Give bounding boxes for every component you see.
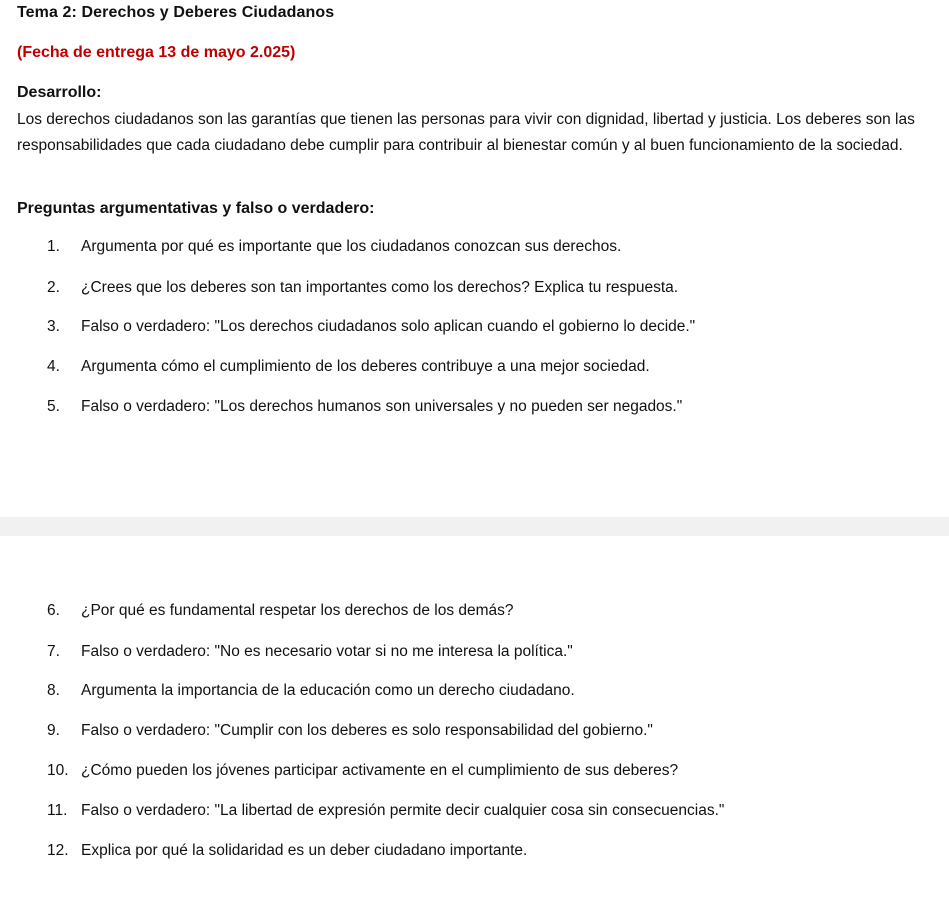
question-number: 11. — [47, 802, 68, 819]
document-page-2 — [0, 536, 949, 915]
question-text: Falso o verdadero: "La libertad de expresión permite decir cualquier cosa sin consecuencias." — [81, 802, 725, 819]
question-item — [47, 279, 678, 297]
question-text: ¿Cómo pueden los jóvenes participar activamente en el cumplimiento de sus deberes? — [81, 762, 679, 779]
question-number: 8. — [47, 682, 60, 699]
document-title: Tema 2: Derechos y Deberes Ciudadanos — [17, 4, 335, 21]
question-item — [47, 842, 527, 860]
question-text: Falso o verdadero: "No es necesario votar si no me interesa la política." — [81, 643, 573, 660]
question-item — [47, 398, 682, 416]
question-number: 10. — [47, 762, 69, 779]
question-item — [47, 318, 695, 336]
question-text: Falso o verdadero: "Cumplir con los deberes es solo responsabilidad del gobierno." — [81, 722, 653, 739]
question-text: ¿Crees que los deberes son tan importantes como los derechos? Explica tu respuesta. — [81, 279, 679, 296]
question-number: 4. — [47, 358, 60, 375]
question-item — [47, 682, 575, 700]
development-heading: Desarrollo: — [17, 84, 102, 101]
question-number: 6. — [47, 602, 60, 619]
question-number: 12. — [47, 842, 69, 859]
question-item — [47, 762, 678, 780]
due-date: (Fecha de entrega 13 de mayo 2.025) — [17, 44, 296, 61]
question-text: Falso o verdadero: "Los derechos ciudadanos solo aplican cuando el gobierno lo decide." — [81, 318, 696, 335]
question-number: 2. — [47, 279, 60, 296]
question-text: Argumenta por qué es importante que los ciudadanos conozcan sus derechos. — [81, 238, 622, 255]
question-text: Falso o verdadero: "Los derechos humanos son universales y no pueden ser negados." — [81, 398, 683, 415]
question-text: ¿Por qué es fundamental respetar los derechos de los demás? — [81, 602, 514, 619]
question-text: Explica por qué la solidaridad es un deber ciudadano importante. — [81, 842, 528, 859]
question-text: Argumenta la importancia de la educación como un derecho ciudadano. — [81, 682, 575, 699]
question-item — [47, 602, 514, 620]
question-item — [47, 643, 573, 661]
question-number: 9. — [47, 722, 60, 739]
questions-heading: Preguntas argumentativas y falso o verdadero: — [17, 200, 375, 217]
question-number: 1. — [47, 238, 60, 255]
question-text: Argumenta cómo el cumplimiento de los deberes contribuye a una mejor sociedad. — [81, 358, 650, 375]
development-text: Los derechos ciudadanos son las garantías que tienen las personas para vivir con dignidad, libertad y justicia. Los deberes son las responsabilidades que cada ciudadano debe cumplir para contribuir al bienestar común y al buen funcionamiento de la sociedad. — [17, 111, 915, 154]
question-item — [47, 802, 724, 820]
question-item — [47, 358, 650, 376]
question-item — [47, 238, 621, 256]
question-item — [47, 722, 653, 740]
question-number: 5. — [47, 398, 60, 415]
page-separator — [0, 517, 949, 536]
question-number: 7. — [47, 643, 60, 660]
question-number: 3. — [47, 318, 60, 335]
